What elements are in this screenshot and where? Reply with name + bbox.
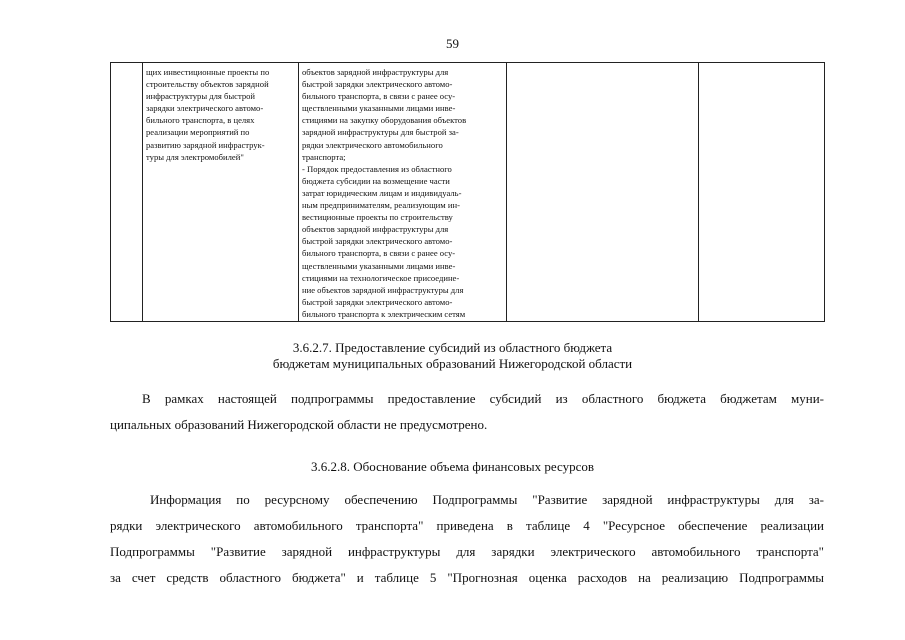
table-cell-measure-name: щих инвестиционные проекты по строительству объектов зарядной инфраструктуры для быстрой зарядки электрического автомо- бильного транспорта, в целях реализации мероприятий по развитию зарядной инфраструк- туры для электромобилей" <box>143 63 299 322</box>
table-cell-legal-acts: объектов зарядной инфраструктуры для быстрой зарядки электрического автомо- бильного транспорта, в связи с ранее осу- ществленными указанными лицами инве- стициями на закупку оборудования объектов зарядной инфраструктуры для быстрой за- рядки электрического автомобильного транспорта; - Порядок предоставления из областного бюджета субсидии на возмещение части затрат юридическим лицам и индивидуаль- ным предпринимателям, реализующим ин- вестиционные проекты по строительству объектов зарядной инфраструктуры для быстрой зарядки электрического автомо- бильного транспорта, в связи с ранее осу- ществленными указанными лицами инве- стициями на технологическое присоедине- ние объектов зарядной инфраструктуры для быстрой зарядки электрического автомо- бильного транспорта к электрическим сетям <box>299 63 507 322</box>
table-cell-empty-1 <box>507 63 699 322</box>
paragraph-subsidies <box>110 386 824 438</box>
paragraph-line: Подпрограммы "Развитие зарядной инфраструктуры для зарядки электрического автомобильного транспорта" <box>110 544 824 559</box>
paragraph-line: рядки электрического автомобильного транспорта" приведена в таблице 4 "Ресурсное обеспечение реализации <box>110 518 824 533</box>
paragraph-line: за счет средств областного бюджета" и таблице 5 "Прогнозная оценка расходов на реализацию Подпрограммы <box>110 570 824 585</box>
paragraph-line: ципальных образований Нижегородской области не предусмотрено. <box>110 417 488 432</box>
heading-line: 3.6.2.8. Обоснование объема финансовых ресурсов <box>311 459 594 474</box>
table-cell-number <box>111 63 143 322</box>
paragraph-financial-resources <box>110 487 824 591</box>
section-heading-3-6-2-8 <box>0 459 905 475</box>
section-heading-3-6-2-7 <box>0 340 905 372</box>
measures-table <box>110 62 825 322</box>
table-cell-empty-2 <box>699 63 825 322</box>
heading-line: 3.6.2.7. Предоставление субсидий из областного бюджета <box>292 340 613 355</box>
paragraph-line: В рамках настоящей подпрограммы предоставление субсидий из областного бюджета бюджетам муни- <box>142 391 824 406</box>
paragraph-line: Информация по ресурсному обеспечению Подпрограммы "Развитие зарядной инфраструктуры для за- <box>150 492 824 507</box>
heading-line: бюджетам муниципальных образований Нижегородской области <box>272 356 633 371</box>
table-row <box>111 63 825 322</box>
page-number: 59 <box>446 36 459 51</box>
